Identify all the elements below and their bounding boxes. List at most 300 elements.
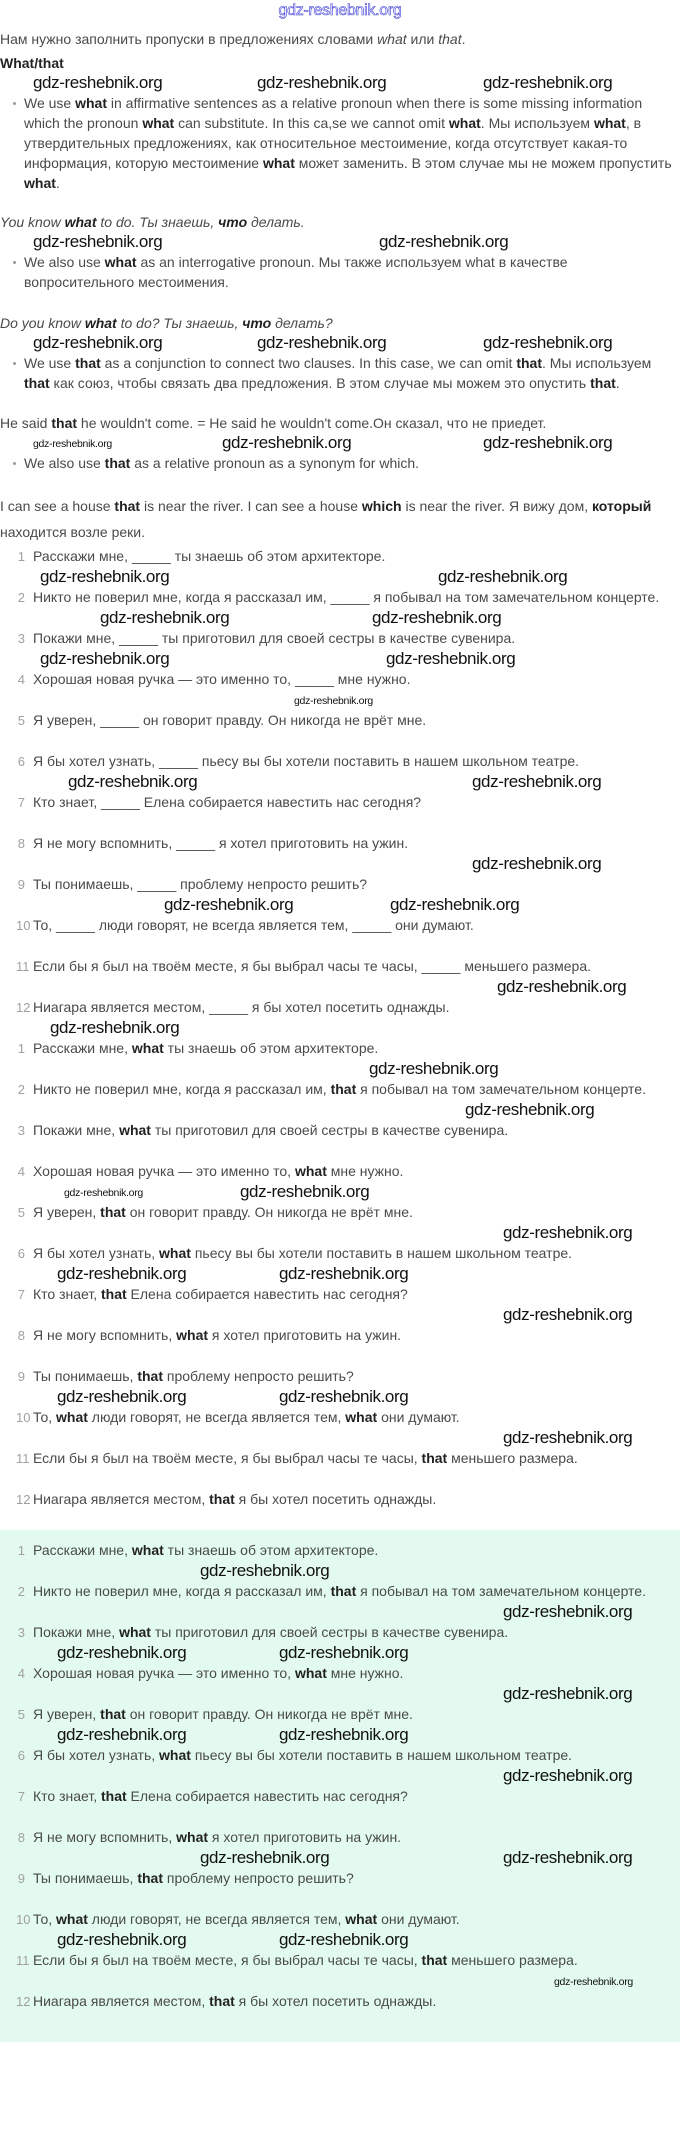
text-segment: делать. [247, 214, 305, 230]
bold-keyword: that [100, 1204, 126, 1220]
text-segment: in affirmative sentences as a relative pronoun when there is some missing information which the pronoun [24, 95, 643, 131]
list-item [0, 1366, 672, 1387]
text-segment: Хорошая новая ручка — это именно то, [33, 1665, 295, 1681]
text-segment: . Мы используем [480, 115, 594, 131]
watermark: gdz-reshebnik.org [57, 1643, 187, 1662]
exercise-list [0, 546, 672, 1038]
item-number: 3 [17, 1625, 25, 1640]
text-segment: . [615, 375, 620, 391]
list-item [0, 1038, 672, 1059]
watermark: gdz-reshebnik.org [503, 1848, 633, 1867]
list-item [0, 833, 672, 854]
watermark-row [0, 1264, 680, 1284]
list-item [0, 1120, 672, 1141]
item-number: 11 [16, 1451, 30, 1466]
watermark-row [0, 1643, 680, 1663]
list-item [0, 1909, 672, 1930]
watermark: gdz-reshebnik.org [369, 1059, 499, 1078]
list-item [0, 874, 672, 895]
watermark: gdz-reshebnik.org [257, 333, 387, 352]
item-number: 9 [17, 1369, 25, 1384]
text-segment: он говорит правду. Он никогда не врёт мне. [125, 1706, 413, 1722]
text-segment: I can see a house [0, 498, 115, 514]
task-instruction [0, 29, 676, 49]
item-number: 2 [17, 1584, 25, 1599]
item-number: 5 [17, 1205, 25, 1220]
text-segment: Расскажи мне, _____ ты знаешь об этом архитекторе. [33, 548, 386, 564]
watermark: gdz-reshebnik.org [164, 895, 294, 914]
list-item [0, 1663, 672, 1684]
text-segment: ты знаешь об этом архитекторе. [163, 1542, 379, 1558]
watermark: gdz-reshebnik.org [68, 772, 198, 791]
text-segment: Я бы хотел узнать, [33, 1747, 160, 1763]
watermark: gdz-reshebnik.org [497, 977, 627, 996]
bold-keyword: that [100, 1706, 126, 1722]
text-segment: Никто не поверил мне, когда я рассказал им, _____ я побывал на том замечательном концерте. [33, 589, 660, 605]
text-segment: Покажи мне, _____ ты приготовил для своей сестры в качестве сувенира. [33, 630, 516, 646]
bold-keyword: what [159, 1747, 191, 1763]
list-item [0, 1950, 672, 1971]
bold-keyword: that [100, 1286, 127, 1302]
text-segment: То, [33, 1911, 57, 1927]
list-item [0, 1622, 672, 1643]
text-segment: находится возле реки. [0, 524, 145, 540]
item-number: 1 [17, 1543, 25, 1558]
text-segment: Покажи мне, [33, 1122, 120, 1138]
watermark-row [0, 567, 680, 587]
list-item [0, 628, 672, 649]
text-segment: делать? [271, 315, 333, 331]
watermark: gdz-reshebnik.org [503, 1684, 633, 1703]
text-segment: to do? Ты знаешь, [116, 315, 243, 331]
watermark-row [0, 1141, 680, 1161]
text-segment: мне нужно. [326, 1163, 404, 1179]
watermark-row [0, 1100, 680, 1120]
item-number: 5 [17, 1707, 25, 1722]
watermark: gdz-reshebnik.org [438, 567, 568, 586]
bold-keyword: that [330, 1081, 357, 1097]
item-number: 11 [16, 959, 30, 974]
watermark-row [0, 1387, 680, 1407]
list-item [0, 1202, 672, 1223]
watermark-row [0, 854, 680, 874]
text-segment: То, [33, 1409, 57, 1425]
answer-list-highlighted [0, 1540, 672, 2012]
watermark: gdz-reshebnik.org [472, 772, 602, 791]
watermark: gdz-reshebnik.org [503, 1305, 633, 1324]
rule-bullet [0, 93, 676, 193]
bold-keyword: what [84, 315, 117, 331]
text-segment: We use [24, 95, 76, 111]
item-number: 7 [17, 1287, 25, 1302]
list-item [0, 546, 672, 567]
text-segment: . [461, 31, 466, 47]
list-item [0, 1745, 672, 1766]
text-segment: that [438, 31, 462, 47]
watermark: gdz-reshebnik.org [483, 433, 613, 452]
text-segment: меньшего размера. [447, 1450, 578, 1466]
rule-example [0, 212, 676, 232]
item-number: 9 [17, 1871, 25, 1886]
watermark: gdz-reshebnik.org [554, 1976, 633, 1988]
text-segment: я побывал на том замечательном концерте. [356, 1081, 646, 1097]
bold-keyword: what [142, 115, 175, 131]
bold-keyword: что [218, 214, 248, 230]
text-segment: to do. Ты знаешь, [96, 214, 219, 230]
text-segment: пьесу вы бы хотели поставить в нашем школьном театре. [190, 1245, 573, 1261]
watermark: gdz-reshebnik.org [257, 73, 387, 92]
list-item [0, 915, 672, 936]
list-item [0, 1325, 672, 1346]
text-segment: what [377, 31, 407, 47]
watermark-row [0, 772, 680, 792]
list-item [0, 587, 672, 608]
watermark: gdz-reshebnik.org [33, 232, 163, 251]
watermark-row [0, 1223, 680, 1243]
watermark: gdz-reshebnik.org [503, 1766, 633, 1785]
text-segment: Я бы хотел узнать, _____ пьесу вы бы хотели поставить в нашем школьном театре. [33, 753, 580, 769]
bold-keyword: that [114, 498, 141, 514]
text-segment: , в утвердительных предложениях, как относительное местоимение, когда отсутствует какая-то информация, которую местоимение [24, 115, 642, 171]
text-segment: You know [0, 214, 65, 230]
text-segment: Кто знает, [33, 1788, 101, 1804]
item-number: 2 [17, 590, 25, 605]
watermark: gdz-reshebnik.org [33, 438, 112, 450]
item-number: 11 [16, 1953, 30, 1968]
watermark-row [0, 1971, 680, 1991]
bold-keyword: what [64, 214, 97, 230]
text-segment: я хотел приготовить на ужин. [208, 1829, 402, 1845]
watermark: gdz-reshebnik.org [33, 333, 163, 352]
item-number: 12 [16, 1492, 31, 1507]
item-number: 1 [17, 549, 25, 564]
item-number: 12 [16, 1000, 31, 1015]
text-segment: Ты понимаешь, _____ проблему непросто решить? [33, 876, 368, 892]
watermark: gdz-reshebnik.org [57, 1264, 187, 1283]
item-number: 10 [16, 1912, 31, 1927]
watermark-row [0, 649, 680, 669]
text-segment: as a conjunction to connect two clauses. In this case, we can omit [100, 355, 517, 371]
list-item [0, 1868, 672, 1889]
watermark-row [0, 1059, 680, 1079]
text-segment: is near the river. I can see a house [140, 498, 362, 514]
text-segment: Я не могу вспомнить, [33, 1829, 177, 1845]
text-segment: as an interrogative pronoun. Мы также используем what в качестве вопросительного местоимения. [24, 254, 568, 290]
watermark-row [0, 1848, 680, 1868]
item-number: 8 [17, 1328, 25, 1343]
bold-keyword: what [131, 1542, 164, 1558]
watermark-row [0, 1182, 680, 1202]
bold-keyword: what [448, 115, 481, 131]
list-item [0, 710, 672, 731]
watermark-row [0, 433, 680, 453]
watermark: gdz-reshebnik.org [279, 1387, 409, 1406]
text-segment: Если бы я был на твоём месте, я бы выбрал часы те часы, [33, 1450, 422, 1466]
watermark: gdz-reshebnik.org [279, 1930, 409, 1949]
watermark-row [0, 1510, 680, 1530]
site-logo[interactable]: gdz-reshebnik.org [278, 2, 402, 19]
list-item [0, 956, 672, 977]
bold-keyword: which [361, 498, 402, 514]
watermark-row [0, 813, 680, 833]
text-segment: Покажи мне, [33, 1624, 120, 1640]
text-segment: Расскажи мне, [33, 1542, 132, 1558]
text-segment: ты приготовил для своей сестры в качестве сувенира. [150, 1122, 509, 1138]
text-segment: люди говорят, не всегда является тем, [87, 1409, 346, 1425]
item-number: 5 [17, 713, 25, 728]
bold-keyword: what [131, 1040, 164, 1056]
text-segment: Елена собирается навестить нас сегодня? [126, 1788, 408, 1804]
list-item [0, 1489, 672, 1510]
text-segment: Do you know [0, 315, 85, 331]
text-segment: Расскажи мне, [33, 1040, 132, 1056]
watermark: gdz-reshebnik.org [465, 1100, 595, 1119]
list-item [0, 1161, 672, 1182]
bold-keyword: that [330, 1583, 357, 1599]
watermark-row [0, 977, 680, 997]
bold-keyword: what [262, 155, 295, 171]
bold-keyword: that [100, 1788, 127, 1804]
rule-example [0, 413, 676, 433]
text-segment: я бы хотел посетить однажды. [234, 1491, 437, 1507]
bold-keyword: that [137, 1368, 163, 1384]
text-segment: We use [24, 355, 76, 371]
text-segment: я побывал на том замечательном концерте. [356, 1583, 646, 1599]
item-number: 6 [17, 1246, 25, 1261]
bold-keyword: that [51, 415, 78, 431]
text-segment: We also use [24, 455, 105, 471]
watermark: gdz-reshebnik.org [240, 1182, 370, 1201]
watermark-row [0, 1602, 680, 1622]
watermark-row [0, 1930, 680, 1950]
text-segment: Если бы я был на твоём месте, я бы выбрал часы те часы, _____ меньшего размера. [33, 958, 591, 974]
watermark-row [0, 895, 680, 915]
bold-keyword: that [209, 1491, 235, 1507]
text-segment: Никто не поверил мне, когда я рассказал им, [33, 1081, 331, 1097]
item-number: 8 [17, 1830, 25, 1845]
watermark: gdz-reshebnik.org [503, 1428, 633, 1447]
answer-list [0, 1038, 672, 1530]
bold-keyword: what [159, 1245, 191, 1261]
rule-example [0, 493, 676, 545]
text-segment: Ниагара является местом, _____ я бы хотел посетить однажды. [33, 999, 450, 1015]
bold-keyword: what [294, 1665, 327, 1681]
text-segment: Кто знает, [33, 1286, 101, 1302]
text-segment: . [55, 175, 60, 191]
watermark: gdz-reshebnik.org [279, 1643, 409, 1662]
watermark-row [0, 1725, 680, 1745]
list-item [0, 1448, 672, 1469]
list-item [0, 1243, 672, 1264]
item-number: 3 [17, 631, 25, 646]
text-segment: То, _____ люди говорят, не всегда является тем, _____ они думают. [33, 917, 474, 933]
bold-keyword: what [56, 1409, 88, 1425]
bold-keyword: what [75, 95, 107, 111]
list-item [0, 669, 672, 690]
watermark: gdz-reshebnik.org [483, 73, 613, 92]
item-number: 10 [16, 1410, 31, 1425]
watermark: gdz-reshebnik.org [472, 854, 602, 873]
text-segment: he wouldn't come. = He said he wouldn't come.Он сказал, что не приедет. [77, 415, 547, 431]
bold-keyword: what [119, 1624, 151, 1640]
watermark: gdz-reshebnik.org [57, 1930, 187, 1949]
text-segment: Я уверен, [33, 1706, 101, 1722]
text-segment: Никто не поверил мне, когда я рассказал им, [33, 1583, 331, 1599]
watermark-row [0, 333, 680, 353]
bold-keyword: what [593, 115, 626, 131]
bold-keyword: that [590, 375, 616, 391]
bold-keyword: what [345, 1409, 378, 1425]
text-segment: Елена собирается навестить нас сегодня? [126, 1286, 408, 1302]
watermark: gdz-reshebnik.org [503, 1223, 633, 1242]
text-segment: Ты понимаешь, [33, 1368, 138, 1384]
bold-keyword: what [176, 1327, 209, 1343]
bold-keyword: what [294, 1163, 327, 1179]
bold-keyword: that [516, 355, 543, 371]
bold-keyword: that [75, 355, 101, 371]
bold-keyword: that [137, 1870, 163, 1886]
bold-keyword: what [104, 254, 137, 270]
watermark: gdz-reshebnik.org [503, 1602, 633, 1621]
watermark-row [0, 1889, 680, 1909]
watermark-row [0, 1684, 680, 1704]
text-segment: я хотел приготовить на ужин. [208, 1327, 402, 1343]
watermark: gdz-reshebnik.org [57, 1387, 187, 1406]
text-segment: Я уверен, _____ он говорит правду. Он никогда не врёт мне. [33, 712, 427, 728]
watermark: gdz-reshebnik.org [294, 695, 373, 707]
item-number: 1 [17, 1041, 25, 1056]
watermark: gdz-reshebnik.org [40, 567, 170, 586]
text-segment: они думают. [377, 1409, 460, 1425]
item-number: 9 [17, 877, 25, 892]
watermark: gdz-reshebnik.org [279, 1725, 409, 1744]
text-segment: ты приготовил для своей сестры в качестве сувенира. [150, 1624, 509, 1640]
item-number: 4 [17, 1164, 25, 1179]
watermark-row [0, 936, 680, 956]
text-segment: или [406, 31, 439, 47]
bold-keyword: который [591, 498, 652, 514]
item-number: 4 [17, 1666, 25, 1681]
text-segment: он говорит правду. Он никогда не врёт мне. [125, 1204, 413, 1220]
item-number: 3 [17, 1123, 25, 1138]
rule-example [0, 313, 676, 333]
watermark-row [0, 1766, 680, 1786]
text-segment: We also use [24, 254, 105, 270]
watermark: gdz-reshebnik.org [372, 608, 502, 627]
text-segment: Если бы я был на твоём месте, я бы выбрал часы те часы, [33, 1952, 422, 1968]
bold-keyword: what [24, 175, 56, 191]
watermark-row [0, 1807, 680, 1827]
watermark-row [0, 690, 680, 710]
list-item [0, 1540, 672, 1561]
text-segment: я бы хотел посетить однажды. [234, 1993, 437, 2009]
text-segment: пьесу вы бы хотели поставить в нашем школьном театре. [190, 1747, 573, 1763]
bold-keyword: what [176, 1829, 209, 1845]
watermark-row [0, 1305, 680, 1325]
text-segment: мне нужно. [326, 1665, 404, 1681]
item-number: 4 [17, 672, 25, 687]
bold-keyword: that [24, 375, 50, 391]
watermark-row [0, 1346, 680, 1366]
watermark: gdz-reshebnik.org [50, 1018, 180, 1037]
list-item [0, 1581, 672, 1602]
list-item [0, 1991, 672, 2012]
text-segment: as a relative pronoun as a synonym for which. [130, 455, 420, 471]
watermark-row [0, 1018, 680, 1038]
text-segment: проблему непросто решить? [162, 1368, 354, 1384]
list-item [0, 1786, 672, 1807]
text-segment: Я не могу вспомнить, _____ я хотел приготовить на ужин. [33, 835, 409, 851]
watermark-row [0, 1469, 680, 1489]
text-segment: Хорошая новая ручка — это именно то, _____ мне нужно. [33, 671, 411, 687]
list-item [0, 997, 672, 1018]
watermark: gdz-reshebnik.org [200, 1561, 330, 1580]
bold-keyword: what [119, 1122, 151, 1138]
text-segment: Ниагара является местом, [33, 1491, 210, 1507]
answer-highlight-panel [0, 1530, 680, 2042]
item-number: 7 [17, 795, 25, 810]
text-segment: Кто знает, _____ Елена собирается навестить нас сегодня? [33, 794, 422, 810]
watermark: gdz-reshebnik.org [279, 1264, 409, 1283]
text-segment: проблему непросто решить? [162, 1870, 354, 1886]
bold-keyword: что [242, 315, 272, 331]
bold-keyword: what [56, 1911, 88, 1927]
bold-keyword: that [421, 1450, 448, 1466]
item-number: 10 [16, 918, 31, 933]
text-segment: Нам нужно заполнить пропуски в предложениях словами [0, 31, 378, 47]
bold-keyword: that [421, 1952, 448, 1968]
text-segment: Я бы хотел узнать, [33, 1245, 160, 1261]
text-segment: Я не могу вспомнить, [33, 1327, 177, 1343]
watermark-row [0, 73, 680, 93]
list-item [0, 751, 672, 772]
text-segment: ты знаешь об этом архитекторе. [163, 1040, 379, 1056]
text-segment: Ты понимаешь, [33, 1870, 138, 1886]
watermark-row [0, 608, 680, 628]
watermark-row [0, 232, 680, 252]
watermark-row [0, 1428, 680, 1448]
watermark: gdz-reshebnik.org [390, 895, 520, 914]
item-number: 6 [17, 754, 25, 769]
item-number: 7 [17, 1789, 25, 1804]
list-item [0, 1079, 672, 1100]
watermark: gdz-reshebnik.org [200, 1848, 330, 1867]
watermark-row [0, 731, 680, 751]
item-number: 6 [17, 1748, 25, 1763]
bold-keyword: what [345, 1911, 378, 1927]
text-segment: can substitute. In this ca,se we cannot omit [174, 115, 449, 131]
text-segment: Я уверен, [33, 1204, 101, 1220]
text-segment: Ниагара является местом, [33, 1993, 210, 2009]
watermark: gdz-reshebnik.org [386, 649, 516, 668]
watermark: gdz-reshebnik.org [33, 73, 163, 92]
text-segment: они думают. [377, 1911, 460, 1927]
watermark-row [0, 1561, 680, 1581]
text-segment: . Мы используем [542, 355, 652, 371]
text-segment: как союз, чтобы связать два предложения. В этом случае мы можем это опустить [49, 375, 591, 391]
watermark: gdz-reshebnik.org [57, 1725, 187, 1744]
watermark: gdz-reshebnik.org [64, 1187, 143, 1199]
rule-bullet [0, 353, 676, 393]
watermark: gdz-reshebnik.org [222, 433, 352, 452]
section-heading: What/that [0, 55, 64, 71]
watermark: gdz-reshebnik.org [379, 232, 509, 251]
watermark: gdz-reshebnik.org [40, 649, 170, 668]
item-number: 12 [16, 1994, 31, 2009]
text-segment: He said [0, 415, 52, 431]
rule-bullet [0, 252, 676, 292]
watermark: gdz-reshebnik.org [483, 333, 613, 352]
